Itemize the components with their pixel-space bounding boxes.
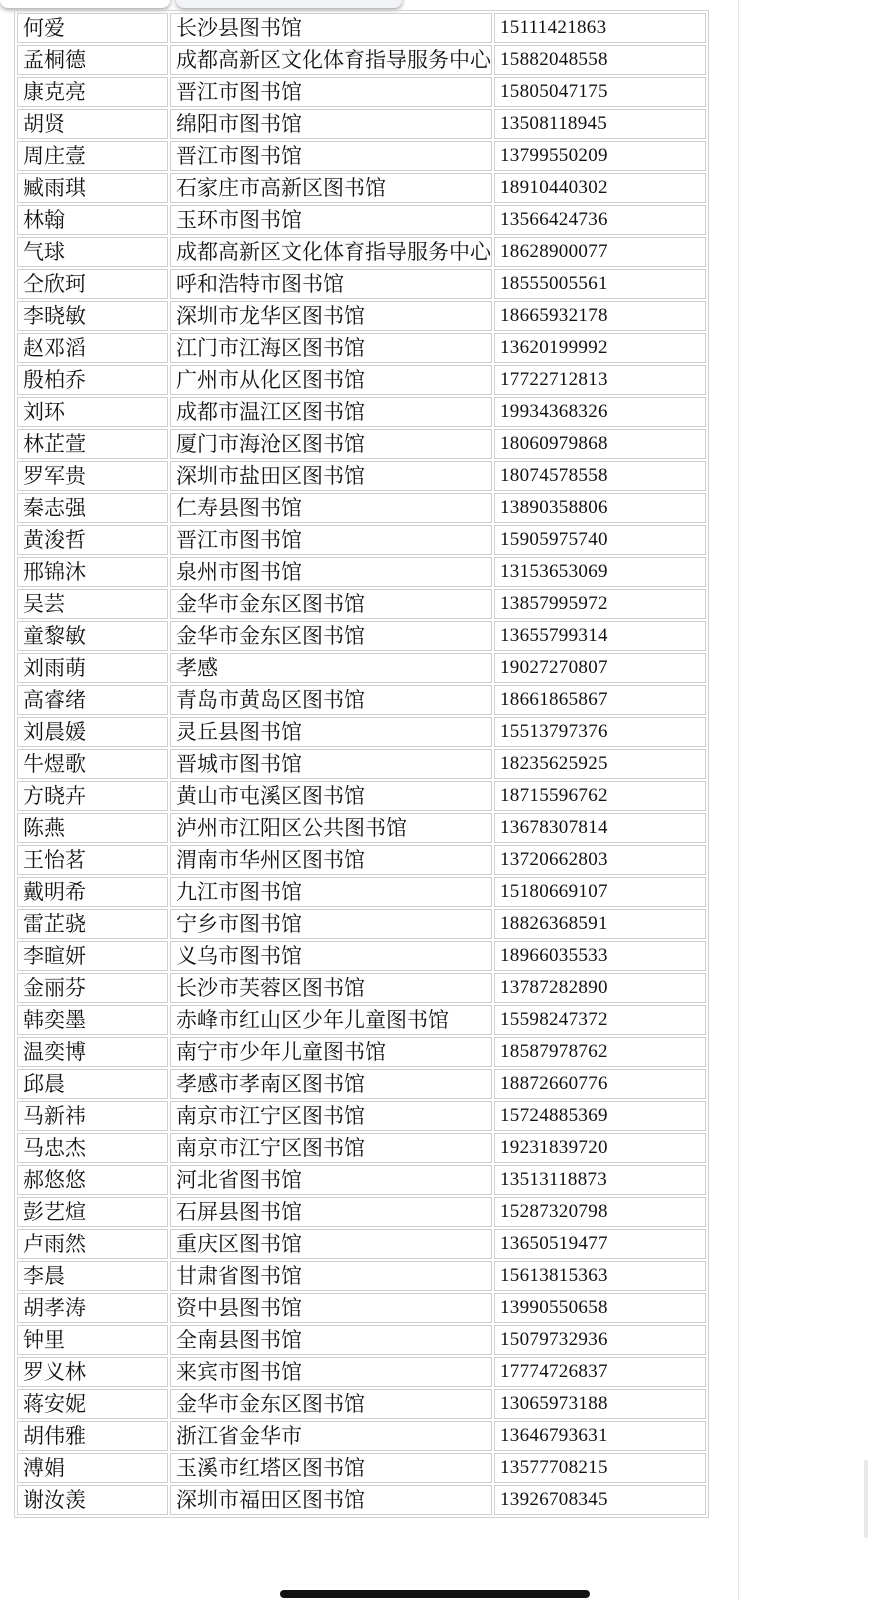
phone-cell: 15287320798	[494, 1197, 706, 1227]
name-cell: 胡伟雅	[17, 1421, 168, 1451]
name-cell: 李晨	[17, 1261, 168, 1291]
name-cell: 马忠杰	[17, 1133, 168, 1163]
table-row	[17, 1037, 706, 1067]
table-row	[17, 685, 706, 715]
name-cell: 罗义林	[17, 1357, 168, 1387]
name-cell: 刘环	[17, 397, 168, 427]
name-cell: 王怡茗	[17, 845, 168, 875]
table-row	[17, 1005, 706, 1035]
scroll-indicator[interactable]	[864, 1460, 868, 1538]
phone-cell: 15882048558	[494, 45, 706, 75]
phone-cell: 13857995972	[494, 589, 706, 619]
library-cell: 河北省图书馆	[170, 1165, 492, 1195]
name-cell: 彭艺煊	[17, 1197, 168, 1227]
phone-cell: 18966035533	[494, 941, 706, 971]
name-cell: 雷芷骁	[17, 909, 168, 939]
table-row	[17, 1453, 706, 1483]
table-row	[17, 1197, 706, 1227]
library-cell: 孝感市孝南区图书馆	[170, 1069, 492, 1099]
library-cell: 孝感	[170, 653, 492, 683]
phone-cell: 15079732936	[494, 1325, 706, 1355]
table-row	[17, 237, 706, 267]
table-row	[17, 397, 706, 427]
library-cell: 义乌市图书馆	[170, 941, 492, 971]
library-cell: 宁乡市图书馆	[170, 909, 492, 939]
phone-cell: 15805047175	[494, 77, 706, 107]
library-cell: 成都市温江区图书馆	[170, 397, 492, 427]
name-cell: 何爱	[17, 13, 168, 43]
library-cell: 晋江市图书馆	[170, 525, 492, 555]
table-row	[17, 45, 706, 75]
name-cell: 周庄壹	[17, 141, 168, 171]
contact-table	[14, 10, 709, 1518]
phone-cell: 13646793631	[494, 1421, 706, 1451]
phone-cell: 13513118873	[494, 1165, 706, 1195]
phone-cell: 13620199992	[494, 333, 706, 363]
name-cell: 溥娟	[17, 1453, 168, 1483]
library-cell: 资中县图书馆	[170, 1293, 492, 1323]
name-cell: 胡孝涛	[17, 1293, 168, 1323]
phone-cell: 13650519477	[494, 1229, 706, 1259]
phone-cell: 13890358806	[494, 493, 706, 523]
home-indicator[interactable]	[280, 1590, 590, 1598]
phone-cell: 13655799314	[494, 621, 706, 651]
library-cell: 玉环市图书馆	[170, 205, 492, 235]
table-row	[17, 1261, 706, 1291]
name-cell: 林翰	[17, 205, 168, 235]
library-cell: 晋江市图书馆	[170, 77, 492, 107]
library-cell: 石屏县图书馆	[170, 1197, 492, 1227]
top-tab-right[interactable]	[176, 0, 402, 8]
library-cell: 呼和浩特市图书馆	[170, 269, 492, 299]
table-row	[17, 589, 706, 619]
library-cell: 全南县图书馆	[170, 1325, 492, 1355]
library-cell: 江门市江海区图书馆	[170, 333, 492, 363]
table-row	[17, 493, 706, 523]
phone-cell: 19027270807	[494, 653, 706, 683]
table-row	[17, 13, 706, 43]
library-cell: 灵丘县图书馆	[170, 717, 492, 747]
library-cell: 广州市从化区图书馆	[170, 365, 492, 395]
library-cell: 晋城市图书馆	[170, 749, 492, 779]
table-row	[17, 1133, 706, 1163]
name-cell: 林芷萱	[17, 429, 168, 459]
phone-cell: 13926708345	[494, 1485, 706, 1515]
table-row	[17, 557, 706, 587]
name-cell: 臧雨琪	[17, 173, 168, 203]
table-row	[17, 1389, 706, 1419]
table-row	[17, 205, 706, 235]
table-row	[17, 877, 706, 907]
table-row	[17, 653, 706, 683]
table-row	[17, 717, 706, 747]
table-row	[17, 1293, 706, 1323]
library-cell: 石家庄市高新区图书馆	[170, 173, 492, 203]
library-cell: 南京市江宁区图书馆	[170, 1133, 492, 1163]
table-row	[17, 461, 706, 491]
name-cell: 李暄妍	[17, 941, 168, 971]
phone-cell: 17774726837	[494, 1357, 706, 1387]
library-cell: 金华市金东区图书馆	[170, 589, 492, 619]
library-cell: 金华市金东区图书馆	[170, 621, 492, 651]
name-cell: 温奕博	[17, 1037, 168, 1067]
name-cell: 仝欣珂	[17, 269, 168, 299]
table-row	[17, 141, 706, 171]
table-row	[17, 1069, 706, 1099]
name-cell: 邢锦沐	[17, 557, 168, 587]
library-cell: 甘肃省图书馆	[170, 1261, 492, 1291]
name-cell: 吴芸	[17, 589, 168, 619]
table-row	[17, 749, 706, 779]
phone-cell: 13799550209	[494, 141, 706, 171]
name-cell: 蒋安妮	[17, 1389, 168, 1419]
name-cell: 罗军贵	[17, 461, 168, 491]
library-cell: 渭南市华州区图书馆	[170, 845, 492, 875]
table-row	[17, 173, 706, 203]
phone-cell: 15513797376	[494, 717, 706, 747]
library-cell: 赤峰市红山区少年儿童图书馆	[170, 1005, 492, 1035]
library-cell: 深圳市福田区图书馆	[170, 1485, 492, 1515]
name-cell: 谢汝羡	[17, 1485, 168, 1515]
library-cell: 绵阳市图书馆	[170, 109, 492, 139]
phone-cell: 18661865867	[494, 685, 706, 715]
name-cell: 钟里	[17, 1325, 168, 1355]
table-row	[17, 1421, 706, 1451]
library-cell: 晋江市图书馆	[170, 141, 492, 171]
name-cell: 气球	[17, 237, 168, 267]
table-row	[17, 333, 706, 363]
phone-cell: 18910440302	[494, 173, 706, 203]
table-row	[17, 365, 706, 395]
name-cell: 童黎敏	[17, 621, 168, 651]
phone-cell: 18074578558	[494, 461, 706, 491]
name-cell: 牛煜歌	[17, 749, 168, 779]
name-cell: 高睿绪	[17, 685, 168, 715]
phone-cell: 18715596762	[494, 781, 706, 811]
name-cell: 马新祎	[17, 1101, 168, 1131]
library-cell: 南宁市少年儿童图书馆	[170, 1037, 492, 1067]
library-cell: 重庆区图书馆	[170, 1229, 492, 1259]
library-cell: 长沙县图书馆	[170, 13, 492, 43]
table-row	[17, 301, 706, 331]
name-cell: 殷柏乔	[17, 365, 168, 395]
library-cell: 黄山市屯溪区图书馆	[170, 781, 492, 811]
phone-cell: 18826368591	[494, 909, 706, 939]
table-row	[17, 1165, 706, 1195]
phone-cell: 13566424736	[494, 205, 706, 235]
name-cell: 孟桐德	[17, 45, 168, 75]
contact-table-body	[17, 13, 706, 1515]
name-cell: 郝悠悠	[17, 1165, 168, 1195]
top-tab-left[interactable]	[0, 0, 170, 8]
name-cell: 卢雨然	[17, 1229, 168, 1259]
table-row	[17, 1485, 706, 1515]
library-cell: 成都高新区文化体育指导服务中心	[170, 237, 492, 267]
table-row	[17, 1325, 706, 1355]
name-cell: 刘雨萌	[17, 653, 168, 683]
table-row	[17, 429, 706, 459]
name-cell: 秦志强	[17, 493, 168, 523]
library-cell: 南京市江宁区图书馆	[170, 1101, 492, 1131]
phone-cell: 18060979868	[494, 429, 706, 459]
name-cell: 陈燕	[17, 813, 168, 843]
table-row	[17, 845, 706, 875]
name-cell: 方晓卉	[17, 781, 168, 811]
phone-cell: 15111421863	[494, 13, 706, 43]
table-row	[17, 973, 706, 1003]
table-row	[17, 941, 706, 971]
library-cell: 仁寿县图书馆	[170, 493, 492, 523]
phone-cell: 13577708215	[494, 1453, 706, 1483]
table-row	[17, 525, 706, 555]
table-row	[17, 1229, 706, 1259]
name-cell: 金丽芬	[17, 973, 168, 1003]
library-cell: 玉溪市红塔区图书馆	[170, 1453, 492, 1483]
library-cell: 成都高新区文化体育指导服务中心	[170, 45, 492, 75]
library-cell: 来宾市图书馆	[170, 1357, 492, 1387]
name-cell: 黄浚哲	[17, 525, 168, 555]
table-row	[17, 109, 706, 139]
library-cell: 泉州市图书馆	[170, 557, 492, 587]
phone-cell: 18555005561	[494, 269, 706, 299]
library-cell: 九江市图书馆	[170, 877, 492, 907]
phone-cell: 18628900077	[494, 237, 706, 267]
phone-cell: 15724885369	[494, 1101, 706, 1131]
table-row	[17, 1357, 706, 1387]
phone-cell: 19231839720	[494, 1133, 706, 1163]
phone-cell: 18235625925	[494, 749, 706, 779]
name-cell: 戴明希	[17, 877, 168, 907]
library-cell: 泸州市江阳区公共图书馆	[170, 813, 492, 843]
phone-cell: 13065973188	[494, 1389, 706, 1419]
phone-cell: 13787282890	[494, 973, 706, 1003]
page-divider	[738, 0, 739, 1600]
name-cell: 邱晨	[17, 1069, 168, 1099]
phone-cell: 15613815363	[494, 1261, 706, 1291]
phone-cell: 19934368326	[494, 397, 706, 427]
table-row	[17, 781, 706, 811]
phone-cell: 13990550658	[494, 1293, 706, 1323]
library-cell: 深圳市龙华区图书馆	[170, 301, 492, 331]
table-row	[17, 621, 706, 651]
table-row	[17, 1101, 706, 1131]
name-cell: 康克亮	[17, 77, 168, 107]
phone-cell: 13508118945	[494, 109, 706, 139]
phone-cell: 18872660776	[494, 1069, 706, 1099]
library-cell: 深圳市盐田区图书馆	[170, 461, 492, 491]
library-cell: 厦门市海沧区图书馆	[170, 429, 492, 459]
name-cell: 胡贤	[17, 109, 168, 139]
table-row	[17, 269, 706, 299]
name-cell: 赵邓滔	[17, 333, 168, 363]
table-row	[17, 813, 706, 843]
table-row	[17, 77, 706, 107]
phone-cell: 13153653069	[494, 557, 706, 587]
phone-cell: 17722712813	[494, 365, 706, 395]
name-cell: 刘晨媛	[17, 717, 168, 747]
phone-cell: 15905975740	[494, 525, 706, 555]
table-row	[17, 909, 706, 939]
phone-cell: 15598247372	[494, 1005, 706, 1035]
phone-cell: 18665932178	[494, 301, 706, 331]
library-cell: 金华市金东区图书馆	[170, 1389, 492, 1419]
phone-cell: 18587978762	[494, 1037, 706, 1067]
phone-cell: 13678307814	[494, 813, 706, 843]
name-cell: 韩奕墨	[17, 1005, 168, 1035]
phone-cell: 15180669107	[494, 877, 706, 907]
phone-cell: 13720662803	[494, 845, 706, 875]
library-cell: 浙江省金华市	[170, 1421, 492, 1451]
library-cell: 青岛市黄岛区图书馆	[170, 685, 492, 715]
library-cell: 长沙市芙蓉区图书馆	[170, 973, 492, 1003]
name-cell: 李晓敏	[17, 301, 168, 331]
